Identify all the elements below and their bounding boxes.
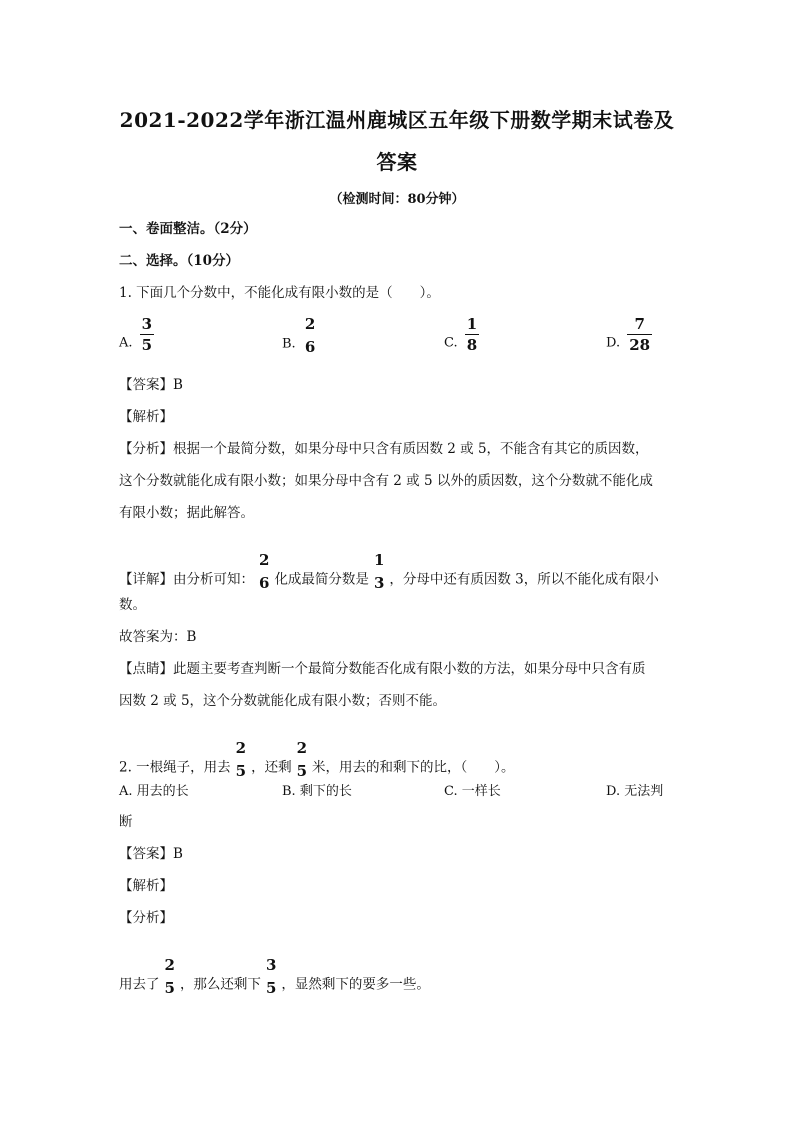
fraction [257,553,271,591]
option-text: 剩下的长 [299,784,352,799]
option-label: D. [606,335,621,351]
denominator: 8 [466,336,478,354]
fraction [465,317,479,353]
q2-jiexi-heading: 【解析】 [119,878,173,894]
numerator: 1 [373,551,385,569]
q2-option-b [282,780,352,799]
fraction [303,317,317,355]
q2-option-d [606,780,663,799]
q1-analysis-line1: 【分析】根据一个最简分数，如果分母中只含有质因数 2 或 5，不能含有其它的质因数， [119,441,649,457]
option-text: 用去的长 [136,784,189,799]
option-label: C. [444,335,458,351]
fraction [140,317,154,353]
fraction [264,958,278,996]
option-label: B. [282,336,296,352]
numerator: 3 [141,315,153,333]
denominator: 3 [373,574,385,592]
detail-text-b: 化成最简分数是 [274,571,369,588]
option-label: A. [119,784,133,799]
option-label: B. [282,784,296,799]
numerator: 1 [466,315,478,333]
q1-detail-line1 [119,551,659,599]
q1-answer: 【答案】B [119,377,183,393]
solution-text-a: 用去了 [119,976,160,993]
q1-dianjing-line2: 因数 2 或 5，这个分数就能化成有限小数；否则不能。 [119,693,447,709]
solution-text-c: ，显然剩下的要多一些。 [281,976,430,993]
stem-text-c: 米，用去的和剩下的比，（ ）。 [312,759,515,776]
solution-text-b: ，那么还剩下 [179,976,261,993]
numerator: 7 [634,315,645,333]
q1-dianjing-line1: 【点睛】此题主要考查判断一个最简分数能否化成有限小数的方法，如果分母中只含有质 [119,661,646,677]
numerator: 2 [259,551,270,569]
q2-option-c [444,780,501,799]
q1-final-answer: 故答案为：B [119,629,197,645]
q1-analysis-line2: 这个分数就能化成有限小数；如果分母中含有 2 或 5 以外的质因数，这个分数就不能化成 [119,473,653,489]
numerator: 2 [235,739,247,757]
question-1-stem: 1. 下面几个分数中，不能化成有限小数的是（ ）。 [119,285,440,301]
denominator: 5 [164,979,175,997]
section-2-heading: 二、选择。（10分） [119,253,240,269]
denominator: 5 [265,979,277,997]
fraction [295,741,309,779]
q1-detail-line2: 数。 [119,597,146,613]
numerator: 2 [304,315,316,333]
stem-text-b: ，还剩 [251,759,292,776]
stem-text-a: 2. 一根绳子，用去 [119,759,231,776]
option-label: A. [119,335,133,351]
q1-analysis-line3: 有限小数；据此解答。 [119,505,254,521]
q1-option-d [606,315,655,361]
fraction [372,553,386,591]
fraction [627,317,652,353]
denominator: 6 [259,574,270,592]
denominator: 28 [629,336,651,354]
fraction [163,958,177,996]
denominator: 6 [304,338,316,356]
denominator: 5 [141,336,153,354]
fraction [234,741,248,779]
q2-answer: 【答案】B [119,846,183,862]
denominator: 5 [296,762,308,780]
page-title-line1: 2021-2022学年浙江温州鹿城区五年级下册数学期末试卷及 [119,108,675,132]
q1-option-a [119,315,157,361]
detail-text-a: 【详解】由分析可知： [119,571,254,588]
numerator: 2 [164,956,175,974]
option-label: C. [444,784,458,799]
q1-jiexi-heading: 【解析】 [119,409,173,425]
q2-option-a [119,780,189,799]
option-label: D. [606,784,621,799]
page-title-line2: 答案 [376,150,418,174]
q2-solution [119,956,430,1004]
q2-option-d-wrap: 断 [119,814,133,830]
option-text: 无法判 [624,784,664,799]
denominator: 5 [235,762,247,780]
q1-option-c [444,315,482,361]
numerator: 2 [296,739,308,757]
numerator: 3 [265,956,277,974]
q1-option-b [282,315,320,363]
test-duration: （检测时间：80分钟） [329,192,465,207]
section-1-heading: 一、卷面整洁。（2分） [119,221,257,237]
detail-text-c: ，分母中还有质因数 3，所以不能化成有限小 [389,571,659,588]
q2-fenxi-heading: 【分析】 [119,910,173,926]
option-text: 一样长 [461,784,501,799]
